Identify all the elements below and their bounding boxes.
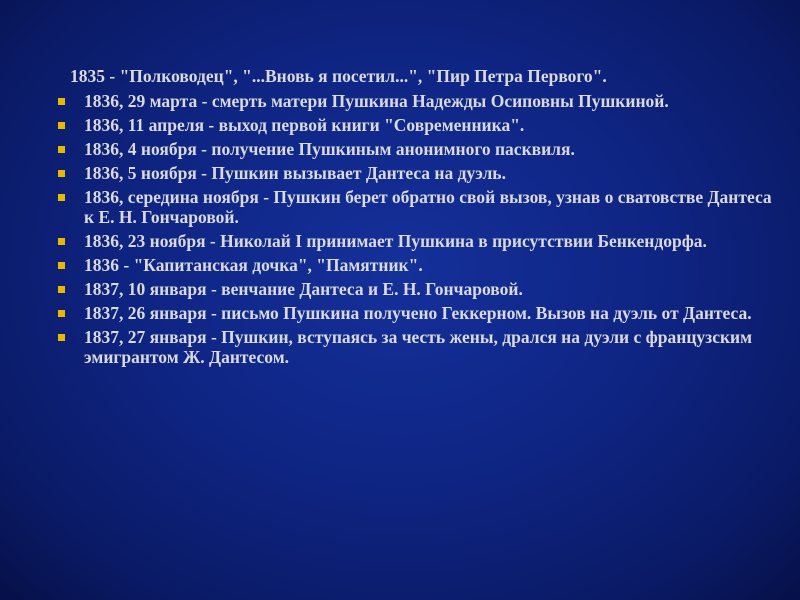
square-bullet-icon: [58, 146, 65, 153]
list-item: [52, 327, 772, 367]
list-item: [52, 303, 772, 323]
square-bullet-icon: [58, 122, 65, 129]
list-item-text: 1836, 23 ноября - Николай I принимает Пушкина в присутствии Бенкендорфа.: [84, 231, 707, 251]
list-item-text: 1836, 4 ноября - получение Пушкиным анонимного пасквиля.: [84, 139, 575, 159]
list-item: [52, 231, 772, 251]
square-bullet-icon: [58, 170, 65, 177]
slide-content: [52, 66, 772, 371]
list-item: [52, 139, 772, 159]
square-bullet-icon: [58, 98, 65, 105]
list-item: [52, 255, 772, 275]
list-item-text: 1837, 27 января - Пушкин, вступаясь за честь жены, дрался на дуэли с французским эмигрантом Ж. Дантесом.: [84, 327, 753, 367]
lead-line: 1835 - "Полководец", "...Вновь я посетил...", "Пир Петра Первого".: [70, 66, 607, 86]
list-item-text: 1836, 29 марта - смерть матери Пушкина Надежды Осиповны Пушкиной.: [84, 91, 669, 111]
square-bullet-icon: [58, 262, 65, 269]
square-bullet-icon: [58, 238, 65, 245]
list-item-text: 1837, 10 января - венчание Дантеса и Е. Н. Гончаровой.: [84, 279, 523, 299]
list-item: [52, 187, 772, 227]
square-bullet-icon: [58, 286, 65, 293]
list-item: [52, 163, 772, 183]
list-item: [52, 279, 772, 299]
list-item-text: 1836, 11 апреля - выход первой книги "Современника".: [84, 115, 525, 135]
square-bullet-icon: [58, 194, 65, 201]
list-item: [52, 115, 772, 135]
timeline-list: [52, 91, 772, 367]
list-item-text: 1836, 5 ноября - Пушкин вызывает Дантеса на дуэль.: [84, 163, 506, 183]
list-item-text: 1836, середина ноября - Пушкин берет обратно свой вызов, узнав о сватовстве Дантеса к Е. Н. Гончаровой.: [84, 187, 772, 227]
list-item-text: 1836 - "Капитанская дочка", "Памятник".: [84, 255, 423, 275]
list-item-text: 1837, 26 января - письмо Пушкина получено Геккерном. Вызов на дуэль от Дантеса.: [84, 303, 752, 323]
square-bullet-icon: [58, 310, 65, 317]
square-bullet-icon: [58, 334, 65, 341]
list-item: [52, 91, 772, 111]
